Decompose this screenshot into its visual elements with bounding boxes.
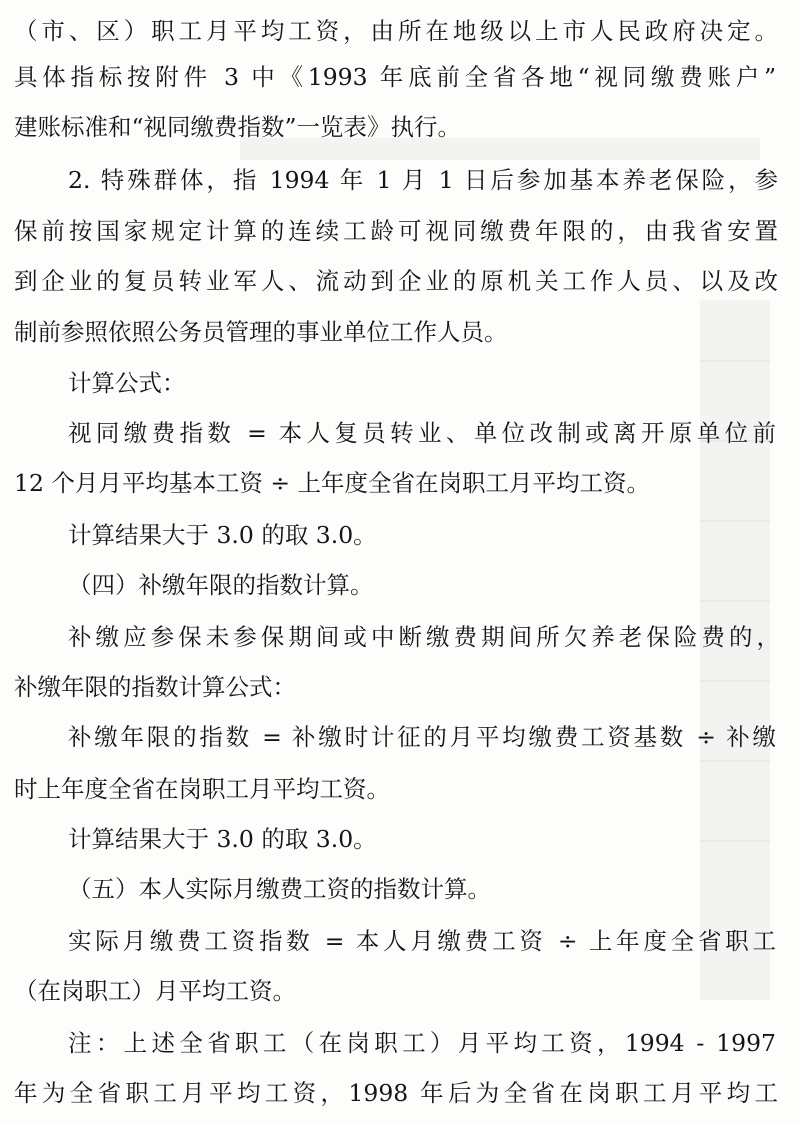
text-line-22-content: 年为全省职工月平均工资，1998 年后为全省在岗职工月平均工 (14, 1079, 778, 1107)
text-line-19 (0, 914, 800, 968)
text-line-3-content: 建账标准和“视同缴费指数”一览表》执行。 (14, 113, 462, 141)
text-line-6-content: 到企业的复员转业军人、流动到企业的原机关工作人员、以及改 (14, 267, 778, 295)
text-line-7-content: 制前参照依照公务员管理的事业单位工作人员。 (14, 318, 508, 346)
text-line-4-content: 2. 特殊群体，指 1994 年 1 月 1 日后参加基本养老保险，参 (68, 166, 778, 194)
text-line-13 (0, 610, 800, 664)
text-line-12-content: （四）补缴年限的指数计算。 (68, 571, 374, 599)
text-line-10 (0, 456, 800, 510)
text-line-9-content: 视同缴费指数 = 本人复员转业、单位改制或离开原单位前 (68, 419, 776, 447)
text-line-2-content: 具体指标按附件 3 中《1993 年底前全省各地“视同缴费账户” (14, 63, 776, 91)
text-line-20 (0, 964, 800, 1018)
text-line-8-content: 计算公式： (68, 369, 186, 397)
text-line-4 (0, 153, 800, 207)
text-line-10-content: 12 个月月平均基本工资 ÷ 上年度全省在岗职工月平均工资。 (14, 469, 651, 497)
text-line-3 (0, 100, 800, 154)
text-line-16-content: 时上年度全省在岗职工月平均工资。 (14, 775, 390, 803)
text-line-16 (0, 762, 800, 816)
text-line-8 (0, 356, 800, 410)
text-line-14-content: 补缴年限的指数计算公式： (14, 673, 296, 701)
text-line-15-content: 补缴年限的指数 = 补缴时计征的月平均缴费工资基数 ÷ 补缴 (68, 723, 776, 751)
text-line-9 (0, 406, 800, 460)
text-line-2 (0, 50, 800, 104)
text-line-1-content: （市、区）职工月平均工资，由所在地级以上市人民政府决定。 (14, 17, 778, 45)
text-line-7 (0, 305, 800, 359)
text-line-15 (0, 710, 800, 764)
text-line-18 (0, 862, 800, 916)
text-line-17-content: 计算结果大于 3.0 的取 3.0。 (68, 825, 377, 853)
text-line-14 (0, 660, 800, 714)
text-line-12 (0, 558, 800, 612)
text-line-11-content: 计算结果大于 3.0 的取 3.0。 (68, 521, 377, 549)
text-line-13-content: 补缴应参保未参保期间或中断缴费期间所欠养老保险费的， (68, 623, 780, 651)
text-line-21 (0, 1016, 800, 1070)
text-line-5 (0, 204, 800, 258)
text-line-19-content: 实际月缴费工资指数 = 本人月缴费工资 ÷ 上年度全省职工 (68, 927, 776, 955)
text-line-6 (0, 254, 800, 308)
text-line-11 (0, 508, 800, 562)
text-line-5-content: 保前按国家规定计算的连续工龄可视同缴费年限的，由我省安置 (14, 217, 778, 245)
text-line-20-content: （在岗职工）月平均工资。 (14, 977, 296, 1005)
text-line-22 (0, 1066, 800, 1120)
text-line-18-content: （五）本人实际月缴费工资的指数计算。 (68, 875, 491, 903)
text-line-21-content: 注：上述全省职工（在岗职工）月平均工资，1994 - 1997 (68, 1029, 776, 1057)
text-line-17 (0, 812, 800, 866)
